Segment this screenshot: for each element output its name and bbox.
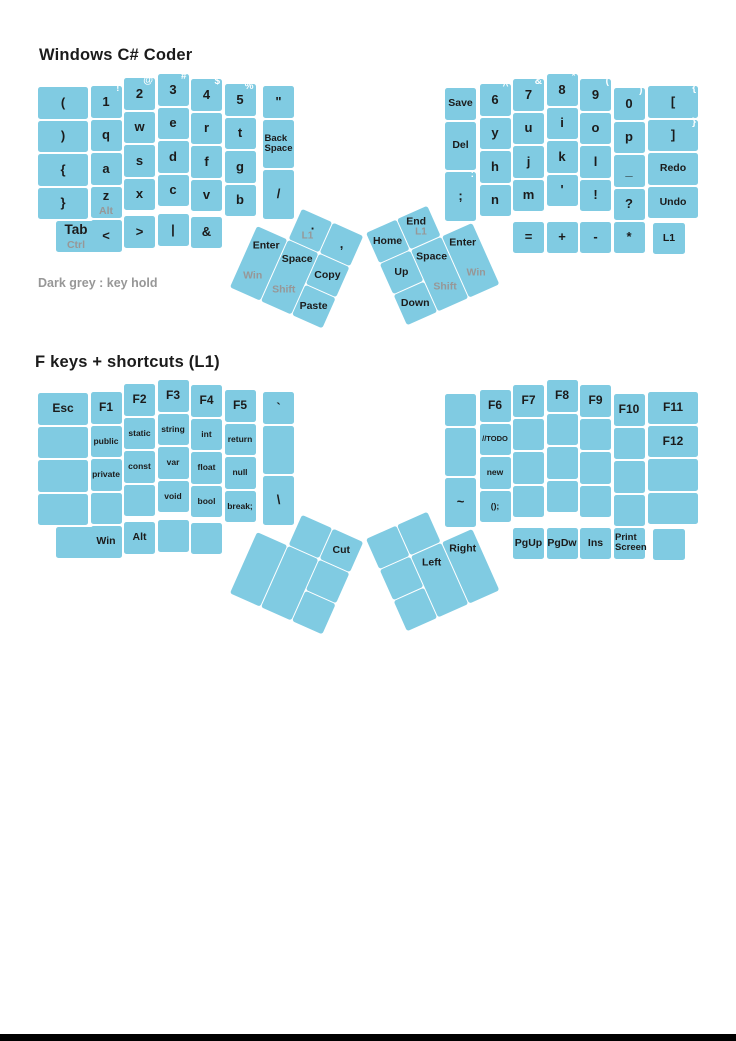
- key-f3: [158, 380, 189, 412]
- key-z: [91, 187, 122, 219]
- key-blank: [648, 493, 698, 525]
- key-8: [547, 71, 578, 106]
- key-new: [480, 457, 511, 489]
- key-symbol: [445, 169, 476, 221]
- key-f4: [191, 385, 222, 417]
- key-label: 0: [625, 95, 633, 111]
- key-label: bool: [197, 495, 216, 506]
- key-label: L1: [415, 226, 427, 238]
- key-label: 1: [102, 93, 110, 109]
- key-shift-label: @: [143, 75, 153, 86]
- key-label: 2: [135, 85, 144, 101]
- key-l: [580, 146, 611, 178]
- key-blank: [124, 485, 155, 517]
- key-label: F7: [521, 393, 536, 408]
- key-f: [191, 146, 222, 178]
- key-label: ~: [456, 494, 465, 510]
- key-symbol: [614, 222, 645, 254]
- key-7: [513, 76, 544, 111]
- key-label: Paste: [299, 299, 328, 312]
- key-label: 3: [169, 81, 177, 97]
- key-win: [91, 526, 122, 558]
- key-x: [124, 179, 155, 211]
- key-symbol: [580, 180, 611, 212]
- key-l1: [653, 223, 685, 255]
- key-label: 4: [202, 86, 211, 102]
- key-label: o: [591, 120, 600, 136]
- key-label: break;: [227, 500, 253, 511]
- key-symbol: [614, 155, 645, 187]
- key-label: Down: [401, 297, 430, 310]
- key-4: [191, 76, 222, 111]
- key-shift-label: $: [214, 76, 220, 87]
- key-label: F10: [618, 402, 640, 417]
- key-label: F8: [554, 388, 569, 403]
- key-label: new: [486, 467, 504, 478]
- key-back-space: [263, 120, 294, 169]
- key-label: Win: [466, 267, 487, 280]
- key-g: [225, 151, 256, 183]
- key-label: Copy: [314, 268, 341, 281]
- key-label: w: [134, 119, 145, 135]
- key-label: a: [102, 160, 110, 176]
- key-label: void: [164, 490, 182, 501]
- key-blank: [580, 486, 611, 518]
- key-v: [191, 180, 222, 212]
- key-shift-label: ): [639, 85, 643, 96]
- key-label: ();: [490, 500, 500, 511]
- key-blank: [513, 419, 544, 451]
- key-label: +: [558, 229, 566, 245]
- key-label: \: [276, 492, 281, 508]
- key-del: [445, 122, 476, 171]
- key-3: [158, 71, 189, 106]
- key-label: Undo: [659, 195, 687, 208]
- key-label: Left: [422, 556, 442, 569]
- key-symbol: [191, 217, 222, 249]
- key-label: 6: [491, 91, 499, 107]
- key-r: [191, 113, 222, 145]
- key-blank: [91, 493, 122, 525]
- key-shift-label: &: [534, 76, 542, 87]
- key-q: [91, 120, 122, 152]
- key-label: F1: [98, 400, 113, 415]
- key-label: Home: [373, 235, 403, 248]
- key-n: [480, 185, 511, 217]
- key-undo: [648, 187, 698, 219]
- key-f11: [648, 392, 698, 424]
- key-b: [225, 185, 256, 217]
- key-label: x: [135, 186, 144, 202]
- key-label: F11: [662, 400, 683, 415]
- key-label: public: [93, 435, 119, 446]
- key-symbol: [91, 220, 122, 252]
- key-label: ,: [339, 235, 343, 251]
- key-pgdw: [547, 528, 578, 560]
- key-symbol: [124, 216, 155, 248]
- key-label: var: [166, 457, 180, 468]
- key-f5: [225, 390, 256, 422]
- key-label: s: [135, 152, 144, 168]
- key-label: L1: [662, 231, 676, 244]
- legend-note: Dark grey : key hold: [38, 276, 158, 290]
- key-label: Win: [242, 269, 262, 282]
- key-label: private: [92, 469, 120, 480]
- base-layer-title: Windows C# Coder: [39, 46, 193, 64]
- key-label: d: [169, 148, 177, 164]
- key-label: k: [558, 148, 566, 164]
- key-label: c: [169, 182, 177, 198]
- key-label: End: [406, 216, 427, 229]
- key-label: _: [625, 162, 633, 178]
- key-label: [: [670, 93, 676, 109]
- key-label: F6: [487, 398, 502, 413]
- key-f12: [648, 426, 698, 458]
- key-symbol: [263, 392, 294, 424]
- key-label: }: [60, 195, 66, 211]
- key-int: [191, 419, 222, 451]
- key-6: [480, 81, 511, 116]
- key-p: [614, 122, 645, 154]
- key-j: [513, 146, 544, 178]
- key-redo: [648, 153, 698, 185]
- key-label: (: [60, 94, 66, 110]
- key-label: ?: [625, 196, 633, 212]
- key-label: Alt: [99, 204, 113, 217]
- key-2: [124, 75, 155, 110]
- key-label: ;: [458, 188, 463, 204]
- key-label: 8: [558, 81, 566, 97]
- key-label: g: [236, 158, 244, 174]
- key-shift-label: #: [180, 71, 187, 82]
- key-shift-label: {: [692, 83, 696, 94]
- key-blank: [158, 520, 189, 552]
- key-label: <: [102, 227, 110, 243]
- key-symbol: [445, 478, 476, 527]
- key-symbol: [38, 121, 88, 153]
- key-label: F4: [199, 393, 214, 408]
- key-label: return: [227, 433, 253, 444]
- key-label: Ins: [587, 536, 604, 549]
- key-s: [124, 145, 155, 177]
- key-f2: [124, 384, 155, 416]
- key-label: i: [560, 115, 564, 131]
- key-var: [158, 447, 189, 479]
- key-k: [547, 141, 578, 173]
- key-symbol: [513, 222, 544, 254]
- key-m: [513, 180, 544, 212]
- key-blank: [513, 486, 544, 518]
- key-f10: [614, 394, 645, 426]
- key-const: [124, 451, 155, 483]
- key-symbol: [38, 188, 88, 220]
- fn-layer-title: F keys + shortcuts (L1): [35, 353, 220, 371]
- key-label: b: [236, 192, 244, 208]
- key-label: Win: [96, 535, 116, 548]
- key-label: F3: [165, 388, 180, 403]
- key-symbol: [263, 170, 294, 219]
- key-blank: [191, 523, 222, 555]
- key-label: F9: [588, 393, 603, 408]
- key-blank: [614, 495, 645, 527]
- key-label: p: [625, 129, 633, 145]
- key-todo: [480, 424, 511, 456]
- key-label: F2: [132, 392, 147, 407]
- key-break: [225, 491, 256, 523]
- key-label: Esc: [52, 401, 74, 416]
- key-label: Del: [452, 139, 469, 152]
- key-esc: [38, 393, 88, 425]
- key-label: Right: [449, 542, 477, 555]
- key-blank: [38, 460, 88, 492]
- key-blank: [547, 414, 578, 446]
- key-label: Space: [416, 250, 448, 263]
- key-label: Print Screen: [615, 532, 647, 554]
- key-label: 9: [591, 86, 600, 102]
- key-a: [91, 153, 122, 185]
- key-symbol: [547, 222, 578, 254]
- key-void: [158, 481, 189, 513]
- key-i: [547, 108, 578, 140]
- key-symbol: [580, 222, 611, 254]
- key-label: F12: [662, 433, 684, 448]
- key-bool: [191, 486, 222, 518]
- key-label: t: [237, 125, 243, 141]
- key-label: Enter: [252, 239, 280, 252]
- key-label: z: [102, 187, 110, 203]
- key-label: u: [524, 120, 533, 136]
- key-blank: [580, 419, 611, 451]
- key-blank: [614, 428, 645, 460]
- key-null: [225, 457, 256, 489]
- key-label: Tab: [64, 221, 88, 237]
- key-label: ': [560, 182, 564, 198]
- key-label: q: [102, 127, 110, 143]
- key-label: >: [135, 223, 144, 239]
- key-symbol: [614, 189, 645, 221]
- key-5: [225, 81, 256, 116]
- key-label: Cut: [332, 543, 350, 556]
- key-o: [580, 113, 611, 145]
- key-label: Redo: [659, 162, 687, 175]
- key-alt: [124, 522, 155, 554]
- key-label: Alt: [132, 531, 147, 544]
- bottom-edge-bar: [0, 1034, 736, 1041]
- key-string: [158, 414, 189, 446]
- key-label: -: [593, 229, 598, 245]
- key-shift-label: %: [244, 81, 254, 92]
- key-label: Save: [448, 97, 473, 110]
- key-return: [225, 424, 256, 456]
- key-f6: [480, 390, 511, 422]
- key-label: v: [202, 187, 211, 203]
- key-y: [480, 118, 511, 150]
- key-f9: [580, 385, 611, 417]
- key-label: string: [161, 423, 185, 434]
- key-label: //TODO: [482, 434, 508, 444]
- key-ins: [580, 528, 611, 560]
- key-static: [124, 418, 155, 450]
- key-label: `: [276, 399, 281, 415]
- key-blank: [547, 481, 578, 513]
- key-label: ": [275, 93, 282, 109]
- key-shift-label: }: [692, 116, 696, 128]
- key-blank: [38, 494, 88, 526]
- key-label: 7: [524, 86, 533, 102]
- key-label: |: [171, 221, 175, 237]
- key-float: [191, 452, 222, 484]
- key-blank: [513, 452, 544, 484]
- key-symbol: [648, 83, 698, 118]
- key-label: PgUp: [514, 536, 543, 549]
- key-symbol: [158, 214, 189, 246]
- key-save: [445, 88, 476, 120]
- key-label: y: [491, 125, 499, 141]
- key-label: !: [593, 187, 598, 203]
- key-blank: [580, 452, 611, 484]
- key-t: [225, 118, 256, 150]
- key-blank: [445, 428, 476, 477]
- key-label: Up: [394, 266, 409, 279]
- key-label: Shift: [433, 281, 458, 294]
- key-f8: [547, 380, 578, 412]
- key-label: static: [128, 427, 151, 438]
- key-symbol: [38, 154, 88, 186]
- key-symbol: [648, 116, 698, 152]
- key-label: ]: [670, 127, 676, 143]
- key-label: .: [310, 217, 315, 233]
- key-label: e: [169, 115, 177, 131]
- key-e: [158, 108, 189, 140]
- key-9: [580, 76, 611, 111]
- key-label: L1: [301, 229, 314, 241]
- key-blank: [614, 461, 645, 493]
- key-label: j: [526, 153, 531, 169]
- key-blank: [547, 447, 578, 479]
- key-symbol: [480, 491, 511, 523]
- key-c: [158, 175, 189, 207]
- key-label: PgDw: [547, 536, 577, 549]
- key-label: F5: [232, 398, 247, 413]
- key-blank: [263, 426, 294, 475]
- key-label: l: [593, 153, 598, 169]
- key-symbol: [263, 86, 294, 118]
- key-d: [158, 141, 189, 173]
- key-0: [614, 85, 645, 120]
- key-label: {: [60, 161, 66, 177]
- key-label: =: [524, 229, 533, 245]
- key-f1: [91, 392, 122, 424]
- key-label: h: [491, 158, 499, 174]
- key-h: [480, 151, 511, 183]
- key-symbol: [38, 87, 88, 119]
- key-blank: [38, 427, 88, 459]
- key-f7: [513, 385, 544, 417]
- key-public: [91, 426, 122, 458]
- key-label: Ctrl: [66, 238, 86, 251]
- key-shift-label: ^: [502, 81, 509, 92]
- key-label: f: [204, 153, 209, 169]
- key-label: float: [197, 462, 216, 473]
- key-label: m: [522, 187, 535, 203]
- key-symbol: [263, 476, 294, 525]
- key-shift-label: :: [470, 169, 474, 180]
- key-print-screen: [614, 528, 645, 560]
- key-label: &: [201, 224, 212, 240]
- key-label: ): [60, 128, 66, 144]
- key-blank: [648, 459, 698, 491]
- key-label: *: [626, 229, 632, 245]
- key-1: [91, 83, 122, 118]
- key-symbol: [547, 175, 578, 207]
- key-shift-label: !: [116, 83, 120, 94]
- key-private: [91, 459, 122, 491]
- key-label: n: [491, 192, 499, 208]
- key-blank: [445, 394, 476, 426]
- key-label: Space: [281, 252, 313, 265]
- key-pgup: [513, 528, 544, 560]
- key-shift-label: *: [571, 71, 576, 82]
- key-label: 5: [236, 91, 244, 107]
- key-label: Shift: [271, 283, 296, 296]
- key-label: Enter: [449, 236, 477, 249]
- key-label: const: [128, 461, 151, 472]
- key-u: [513, 113, 544, 145]
- key-label: int: [201, 428, 212, 439]
- key-label: Back Space: [264, 132, 293, 154]
- key-shift-label: (: [605, 76, 609, 87]
- key-label: r: [203, 120, 210, 136]
- key-blank: [653, 529, 685, 561]
- key-label: null: [232, 467, 248, 478]
- key-w: [124, 112, 155, 144]
- key-label: /: [276, 186, 281, 202]
